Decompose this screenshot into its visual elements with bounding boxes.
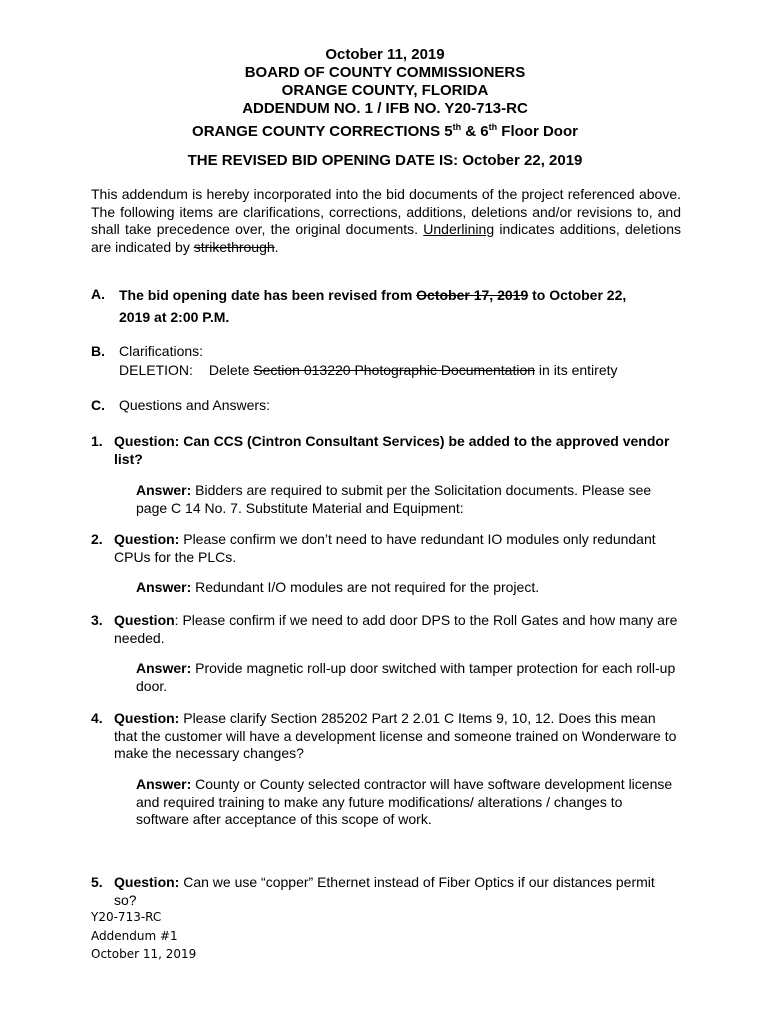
section-c bbox=[91, 395, 681, 415]
question-5-text bbox=[114, 874, 681, 909]
question-1-body: Can CCS (Cintron Consultant Services) be added to the approved vendor list? bbox=[114, 433, 670, 467]
intro-text-2: indicates additions, deletions are indicated by bbox=[91, 221, 681, 255]
header-date: October 11, 2019 bbox=[325, 46, 445, 63]
answer-3-label: Answer: bbox=[136, 660, 192, 676]
question-5-num: 5. bbox=[91, 874, 103, 890]
question-5 bbox=[91, 874, 681, 909]
section-a-pre: The bid opening date has been revised from bbox=[119, 287, 417, 303]
project-sup-1: th bbox=[452, 122, 462, 132]
intro-strike-word: strikethrough bbox=[193, 238, 275, 255]
header-project bbox=[0, 118, 770, 141]
question-5-label: Question: bbox=[114, 874, 180, 890]
intro-text-1: This addendum is hereby incorporated into the bid documents of the project referenced above. The following items are clarifications, corrections, additions, deletions and/or revisions to, and shall take precedence over, the original documents. bbox=[91, 186, 681, 237]
deletion-label: DELETION: bbox=[119, 362, 193, 378]
section-b-title: Clarifications: bbox=[119, 343, 204, 359]
question-4-num: 4. bbox=[91, 710, 103, 726]
header-board: BOARD OF COUNTY COMMISSIONERS bbox=[244, 64, 526, 81]
answer-2 bbox=[136, 579, 676, 597]
answer-1 bbox=[136, 482, 676, 517]
question-3-num: 3. bbox=[91, 612, 103, 628]
answer-2-label: Answer: bbox=[136, 579, 192, 595]
question-1-text bbox=[114, 433, 681, 468]
project-text-pre: ORANGE COUNTY CORRECTIONS 5 bbox=[192, 123, 453, 140]
answer-1-body: Bidders are required to submit per the Solicitation documents. Please see page C 14 No. 7. Substitute Material and Equipment: bbox=[136, 482, 652, 516]
section-a-struck: October 17, 2019 bbox=[416, 287, 529, 303]
question-3-label: Question bbox=[114, 612, 175, 628]
intro-underline-word: Underlining bbox=[423, 221, 495, 237]
question-4-body: Please clarify Section 285202 Part 2 2.01 C Items 9, 10, 12. Does this mean that the customer will have a development license and someone trained on Wonderware to make the necessary changes? bbox=[114, 710, 677, 761]
deletion-pre: Delete bbox=[208, 362, 254, 378]
question-1-num: 1. bbox=[91, 433, 103, 449]
answer-4-body: County or County selected contractor will have software development license and required training to make any future modifications/ alterations / changes to software after acceptance of this scope of work. bbox=[136, 776, 673, 827]
section-c-tag: C. bbox=[91, 397, 105, 413]
question-4-text bbox=[114, 710, 681, 763]
section-c-title: Questions and Answers: bbox=[119, 397, 270, 413]
deletion-struck: Section 013220 Photographic Documentation bbox=[253, 362, 536, 378]
question-3-body: : Please confirm if we need to add door DPS to the Roll Gates and how many are needed. bbox=[114, 612, 678, 646]
intro-paragraph bbox=[91, 186, 681, 256]
footer-line-1: Y20-713-RC bbox=[91, 910, 162, 924]
section-a-body bbox=[119, 284, 659, 328]
question-2-text bbox=[114, 531, 681, 566]
answer-4-label: Answer: bbox=[136, 776, 192, 792]
answer-3-body: Provide magnetic roll-up door switched with tamper protection for each roll-up door. bbox=[136, 660, 676, 694]
project-text-post: Floor Door bbox=[497, 123, 578, 140]
project-text-mid: & 6 bbox=[461, 123, 489, 140]
project-sup-2: th bbox=[488, 122, 498, 132]
question-2-num: 2. bbox=[91, 531, 103, 547]
revised-date-line: THE REVISED BID OPENING DATE IS: October 22, 2019 bbox=[187, 152, 583, 169]
page-footer bbox=[91, 908, 196, 964]
question-1 bbox=[91, 433, 681, 468]
question-4-label: Question: bbox=[114, 710, 180, 726]
answer-1-label: Answer: bbox=[136, 482, 192, 498]
section-b bbox=[91, 341, 681, 381]
footer-line-2: Addendum #1 bbox=[91, 928, 178, 943]
section-b-deletion bbox=[119, 360, 679, 380]
question-3-text bbox=[114, 612, 681, 647]
question-3 bbox=[91, 612, 681, 647]
section-a-tag: A. bbox=[91, 286, 105, 302]
answer-2-body: Redundant I/O modules are not required for the project. bbox=[191, 579, 540, 595]
answer-4 bbox=[136, 776, 676, 829]
header-addendum: ADDENDUM NO. 1 / IFB NO. Y20-713-RC bbox=[242, 100, 528, 117]
question-4 bbox=[91, 710, 681, 763]
answer-3 bbox=[136, 660, 676, 695]
question-2-body: Please confirm we don’t need to have redundant IO modules only redundant CPUs for the PLCs. bbox=[114, 531, 656, 565]
question-1-label: Question: bbox=[114, 433, 180, 449]
footer-line-3: October 11, 2019 bbox=[91, 947, 197, 961]
deletion-post: in its entirety bbox=[535, 362, 618, 378]
header-county: ORANGE COUNTY, FLORIDA bbox=[281, 82, 489, 99]
section-a-post: to October 22, 2019 at 2:00 P.M. bbox=[119, 287, 627, 325]
question-2-label: Question: bbox=[114, 531, 180, 547]
question-5-body: Can we use “copper” Ethernet instead of Fiber Optics if our distances permit so? bbox=[114, 874, 655, 908]
question-2 bbox=[91, 531, 681, 566]
section-a bbox=[91, 284, 681, 328]
intro-text-3: . bbox=[274, 238, 279, 255]
section-b-tag: B. bbox=[91, 343, 105, 359]
